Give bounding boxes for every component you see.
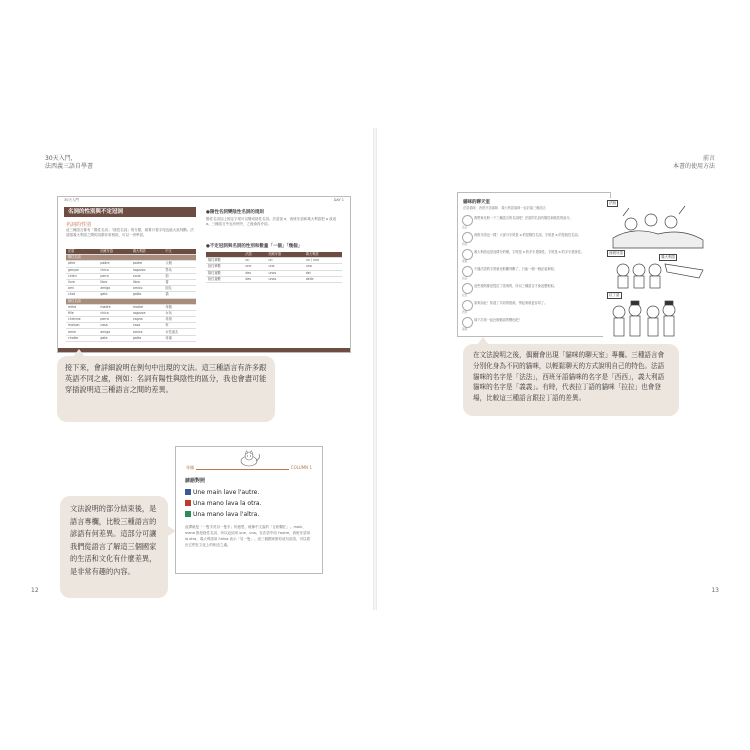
column-body: 直譯就是「一隻手洗另一隻手」的意思，就像中文說的「互相幫忙」。main、mano 都是陰性名詞，所以冠詞用 une、una。在法語中用 l'autre，西班牙語用 la otra，義大利語用 l'altra 表示「另一隻」。這三個國家都有這句諺語，可以看出它們在文化上的相近之處。 (185, 525, 311, 547)
table-cell: amiga (98, 329, 131, 335)
chat-speaker-name: 法法 (462, 226, 468, 229)
table-cell: cagna (131, 317, 164, 323)
table-cell: 貓 (163, 292, 196, 298)
chat-message (462, 215, 606, 231)
table-cell: casa (131, 323, 164, 329)
book-spread (25, 128, 725, 610)
table-cell: des (243, 270, 266, 276)
table-cell: 母狗 (163, 317, 196, 323)
table-cell: gata (98, 335, 131, 341)
table-cell: ragazzo (131, 267, 164, 273)
callout-text-2: 文法說明的部分結束後，是語言專欄，比較三種語言的諺語有何差異。這部分可讓我們從語言了解這三個國家的生活和文化有什麼差異，是非常有趣的內容。 (70, 504, 157, 576)
table-row (206, 276, 342, 282)
right-running-head-line1: 前言 (702, 155, 715, 162)
left-running-head (45, 155, 93, 171)
table-cell: gatta (131, 335, 164, 341)
table-cell: 父親 (163, 261, 196, 267)
table-cell: madre (131, 304, 164, 310)
mini-subtitle: 名詞的性別 (66, 222, 92, 228)
mini-topbar (58, 197, 350, 203)
chat-speaker-name: 西西 (462, 243, 468, 246)
callout-tail-3 (477, 337, 489, 345)
mini-body-text: 這三種語言都有「陽性名詞」「陰性名詞」的分類，就算只看字尾也能大致判斷。法語跟義大利語之間的詞彙非常相似，可以一併學習。 (66, 228, 194, 237)
left-page-number: 12 (31, 587, 39, 594)
chat-message-text: 那下次再一起比較動詞的變化吧！ (474, 318, 522, 322)
chat-message (462, 232, 606, 248)
table-cell: 母親 (163, 304, 196, 310)
table-cell: père (66, 261, 98, 267)
table-cell: ami (66, 286, 98, 292)
column-label: 專欄 (186, 465, 194, 470)
column-number: COLUMN 1 (290, 465, 312, 470)
table-cell: unos (266, 270, 303, 276)
table-cell: gato (98, 292, 131, 298)
right-running-head (673, 155, 715, 171)
chatroom-title: 貓咪的聊天室 (463, 200, 490, 205)
table-cell: madre (98, 304, 131, 310)
cat-illustrations (603, 198, 711, 344)
table-cell: 西班牙語 (266, 252, 303, 258)
mini-right-heading: ●陽性名詞變陰性名詞的規則 (206, 210, 264, 215)
table-cell: delle (304, 276, 342, 282)
chat-speaker-name: 義義 (462, 260, 468, 263)
table-cell: une (243, 264, 266, 270)
table-cell: una (304, 264, 342, 270)
table-cell: 義大利語 (304, 252, 342, 258)
table-cell: garçon (66, 267, 98, 273)
illus-tag-4: 拉丁語 (609, 293, 620, 297)
grammar-page-thumbnail (57, 196, 351, 353)
right-page-number: 13 (711, 587, 719, 594)
table-cell: 法語 (243, 252, 266, 258)
flag-marker-icon (185, 489, 191, 495)
example-spanish (185, 500, 261, 507)
table-cell: 陰性單數 (206, 264, 243, 270)
example-french-text: Une main lave l'autre. (193, 489, 260, 496)
table-cell: 陽性單數 (206, 258, 243, 264)
chat-message (462, 249, 606, 265)
chat-message-text: 西班牙語也一樣！大部分字尾是 o 的是陽性名詞，字尾是 a 的是陰性名詞。 (474, 233, 581, 237)
callout-tail-1 (73, 349, 85, 357)
table-cell: 陽性複數 (206, 270, 243, 276)
table-cell: padre (98, 261, 131, 267)
table-cell: chat (66, 292, 98, 298)
table-cell: unas (266, 276, 303, 282)
table-cell: maison (66, 323, 98, 329)
table-cell: 狗 (163, 273, 196, 279)
chat-message-text: 這些規則都是從拉丁語來的，所以三種語言才會這麼相似。 (474, 284, 557, 288)
chat-message-text: 我們來比較一下三種語言的名詞吧！法語的名詞有陽性和陰性的區分。 (474, 216, 573, 220)
table-cell: un / uno (304, 258, 342, 264)
callout-text-3: 在文法說明之後，偶爾會出現「貓咪的聊天室」專欄。三種語言會分別化身為不同的貓咪，以輕鬆聊天的方式說明自己的特色。法語貓咪的名字是「法法」，西班牙語貓咪的名字是「西西」，義大利語貓咪的名字是「義義」。有時，代表拉丁語的貓咪「拉拉」也會登場，比較這三種語言跟拉丁語的差異。 (473, 351, 665, 403)
table-cell: 陰性複數 (206, 276, 243, 282)
left-running-head-line1: 30天入門， (45, 155, 77, 162)
table-cell: chienne (66, 317, 98, 323)
table-cell: des (243, 276, 266, 282)
table-cell: 義大利語 (131, 249, 164, 255)
table-cell: ragazza (131, 310, 164, 316)
chat-speaker-name: 法法 (462, 277, 468, 280)
table-row (66, 335, 196, 341)
table-band-label: 陰性名詞 (66, 298, 196, 304)
callout-text-1: 接下來，會詳細說明在例句中出現的文法。這三種語言有許多跟英語不同之處，例如：名詞有陽性與陰性的區分，我也會盡可能穿插說明這三種語言之間的差異。 (65, 363, 267, 394)
chat-speaker-name: 拉拉 (462, 294, 468, 297)
mini-lesson-title: 名詞的性別與不定冠詞 (64, 207, 196, 217)
table-cell: perra (98, 317, 131, 323)
chat-message (462, 266, 606, 282)
mini-right-body: 陽性名詞加上固定字尾可以變成陰性名詞。法語加 e，西班牙語和義大利語把 o 改成 a。三種語言中也有例外，之後會再介紹。 (206, 217, 337, 226)
table-cell: libro (98, 279, 131, 285)
illus-tag-1: 法西 (609, 201, 616, 205)
chat-message-text: 義大利語也是這樣分的喔，字尾是 o 的多半是陽性，字尾是 a 的多半是陰性。 (474, 250, 584, 254)
table-cell: dei (304, 270, 342, 276)
table-cell: un (266, 258, 303, 264)
table-cell: cane (131, 273, 164, 279)
example-french (185, 489, 259, 496)
example-italian-text: Una mano lava l'altra. (193, 511, 260, 518)
table-cell: libro (131, 279, 164, 285)
flag-marker-icon (185, 500, 191, 506)
table-cell: 女性朋友 (163, 329, 196, 335)
example-spanish-text: Una mano lava la otra. (193, 500, 262, 507)
table-cell: 女孩 (163, 310, 196, 316)
table-cell: un (243, 258, 266, 264)
cats-drawing-icon (603, 198, 711, 344)
table-cell: 西班牙語 (98, 249, 131, 255)
table-cell: gatto (131, 292, 164, 298)
table-cell: casa (98, 323, 131, 329)
chatroom-explanation-callout (463, 344, 679, 416)
table-cell: amigo (98, 286, 131, 292)
mini-top-right: DAY 1 (333, 198, 344, 202)
table-cell: amica (131, 329, 164, 335)
chat-speaker-name: 西西 (462, 311, 468, 314)
table-cell: padre (131, 261, 164, 267)
table-cell: 家 (163, 323, 196, 329)
table-cell: fille (66, 310, 98, 316)
table-cell: mère (66, 304, 98, 310)
table-cell: perro (98, 273, 131, 279)
table-cell: amie (66, 329, 98, 335)
table-cell: chatte (66, 335, 98, 341)
table-cell: amico (131, 286, 164, 292)
proverb-column-thumbnail (175, 446, 323, 574)
chat-speaker-name: 義義 (462, 328, 468, 331)
table-cell: 書 (163, 279, 196, 285)
illus-tag-2: 西班牙語 (609, 251, 623, 255)
table-cell: 法語 (66, 249, 98, 255)
chatroom-page-thumbnail (457, 192, 611, 337)
vocab-table (66, 249, 196, 342)
table-cell: 母貓 (163, 335, 196, 341)
table-cell: 男孩 (163, 267, 196, 273)
table-cell: 中文 (163, 249, 196, 255)
table-cell: chico (98, 267, 131, 273)
table-band-label: 陽性名詞 (66, 255, 196, 261)
chat-message (462, 317, 606, 333)
chat-message-text: 不過法語的字尾就比較難判斷了，只能一個一個記起來呢。 (474, 267, 557, 271)
table-cell: chica (98, 310, 131, 316)
illus-tag-3: 義大利語 (661, 255, 675, 259)
chat-message-text: 原來如此！知道了共同的根源，學起來就更容易了。 (474, 301, 548, 305)
mini-right-subheading: ●不定冠詞與名詞的性別和數量「一個」「幾個」 (206, 244, 303, 249)
table-cell: 朋友 (163, 286, 196, 292)
left-page (25, 128, 373, 610)
example-italian (185, 511, 259, 518)
chatroom-subtitle: 法語貓咪、西班牙語貓咪、義大利語貓咪一起討論三種語言 (463, 206, 546, 210)
mini-top-left: 30天入門 (64, 198, 79, 202)
cat-illustration-icon (232, 449, 266, 467)
table-cell: chien (66, 273, 98, 279)
flag-marker-icon (185, 511, 191, 517)
column-explanation-callout (60, 496, 168, 598)
chat-message (462, 283, 606, 299)
left-running-head-line2: 法西義三語自學書 (45, 163, 94, 170)
table-cell: livre (66, 279, 98, 285)
right-page (377, 128, 725, 610)
mini-bottom-strip (58, 348, 350, 352)
grammar-explanation-callout (57, 356, 275, 422)
chat-message (462, 300, 606, 316)
article-table (206, 252, 342, 283)
column-heading: 諺語對照 (185, 478, 206, 484)
right-running-head-line2: 本書的使用方法 (672, 163, 715, 170)
table-cell: una (266, 264, 303, 270)
